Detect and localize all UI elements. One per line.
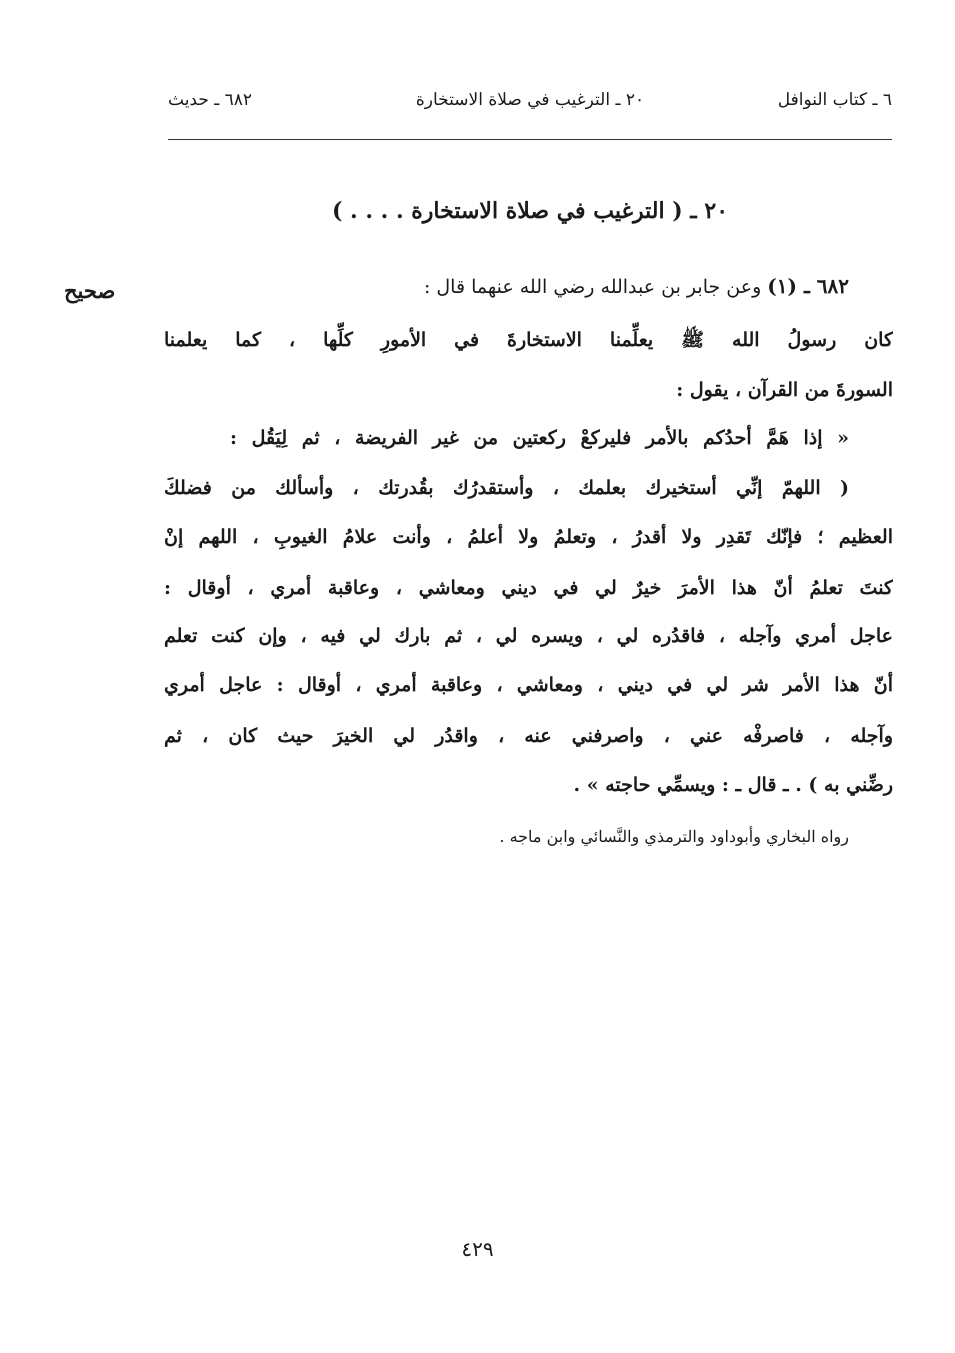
hadith-line: عاجل أمري وآجله ، فاقدُره لي ، ويسره لي ، ثم بارك لي فيه ، وإن كنت تعلم [164,625,893,647]
hadith-line: كان رسولُ الله ﷺ يعلِّمنا الاستخارةَ في الأمورِ كلِّها ، كما يعلمنا [164,329,893,351]
hadith-line: السورةَ من القرآن ، يقول : [676,379,893,401]
page-number: ٤٢٩ [461,1237,494,1261]
hadith-line: رضِّني به ) . ـ قال ـ : ويسمِّي حاجته » . [573,774,893,796]
hadith-line: « إذا هَمَّ أحدُكم بالأمر فليركعْ ركعتين من غير الفريضة ، ثم لِيَقُل : [230,427,849,449]
header-book-title: ٦ ـ كتاب النوافل [777,90,892,110]
header-chapter-title: ٢٠ ـ الترغيب في صلاة الاستخارة [415,90,645,110]
hadith-line: العظيم ؛ فإنّك تَقدِر ولا أقدرُ ، وتعلمُ ولا أعلمُ ، وأنت علامُ الغيوبِ ، اللهم إنْ [164,526,893,548]
hadith-source: رواه البخاري وأبوداود والترمذي والنَّسائي وابن ماجه . [499,827,849,846]
hadith-number: ٦٨٢ ـ (١) [767,274,849,298]
header-divider [168,139,892,140]
hadith-grade: صحيح [64,278,116,303]
chapter-heading: ٢٠ ـ ( الترغيب في صلاة الاستخارة . . . . ) [331,198,729,224]
hadith-intro-text: وعن جابر بن عبدالله رضي الله عنهما قال : [423,276,762,298]
hadith-line: أنّ هذا الأمر شر لي في ديني ، ومعاشي ، وعاقبة أمري ، أوقال : عاجل أمري [164,674,893,696]
running-header [168,90,892,120]
hadith-intro-line [330,274,849,298]
hadith-line: كنتَ تعلمُ أنّ هذا الأمرَ خيرٌ لي في ديني ومعاشي ، وعاقبة أمري ، أوقال : [164,577,893,599]
hadith-line: وآجله ، فاصرفْه عني ، واصرفني عنه ، واقدُر لي الخيرَ حيث كان ، ثم [164,725,893,747]
header-hadith-ref: ٦٨٢ ـ حديث [168,90,253,110]
hadith-line: ( اللهمّ إنِّي أستخيرك بعلمك ، وأستقدرُك بقُدرتك ، وأسألك من فضلكَ [164,477,849,499]
